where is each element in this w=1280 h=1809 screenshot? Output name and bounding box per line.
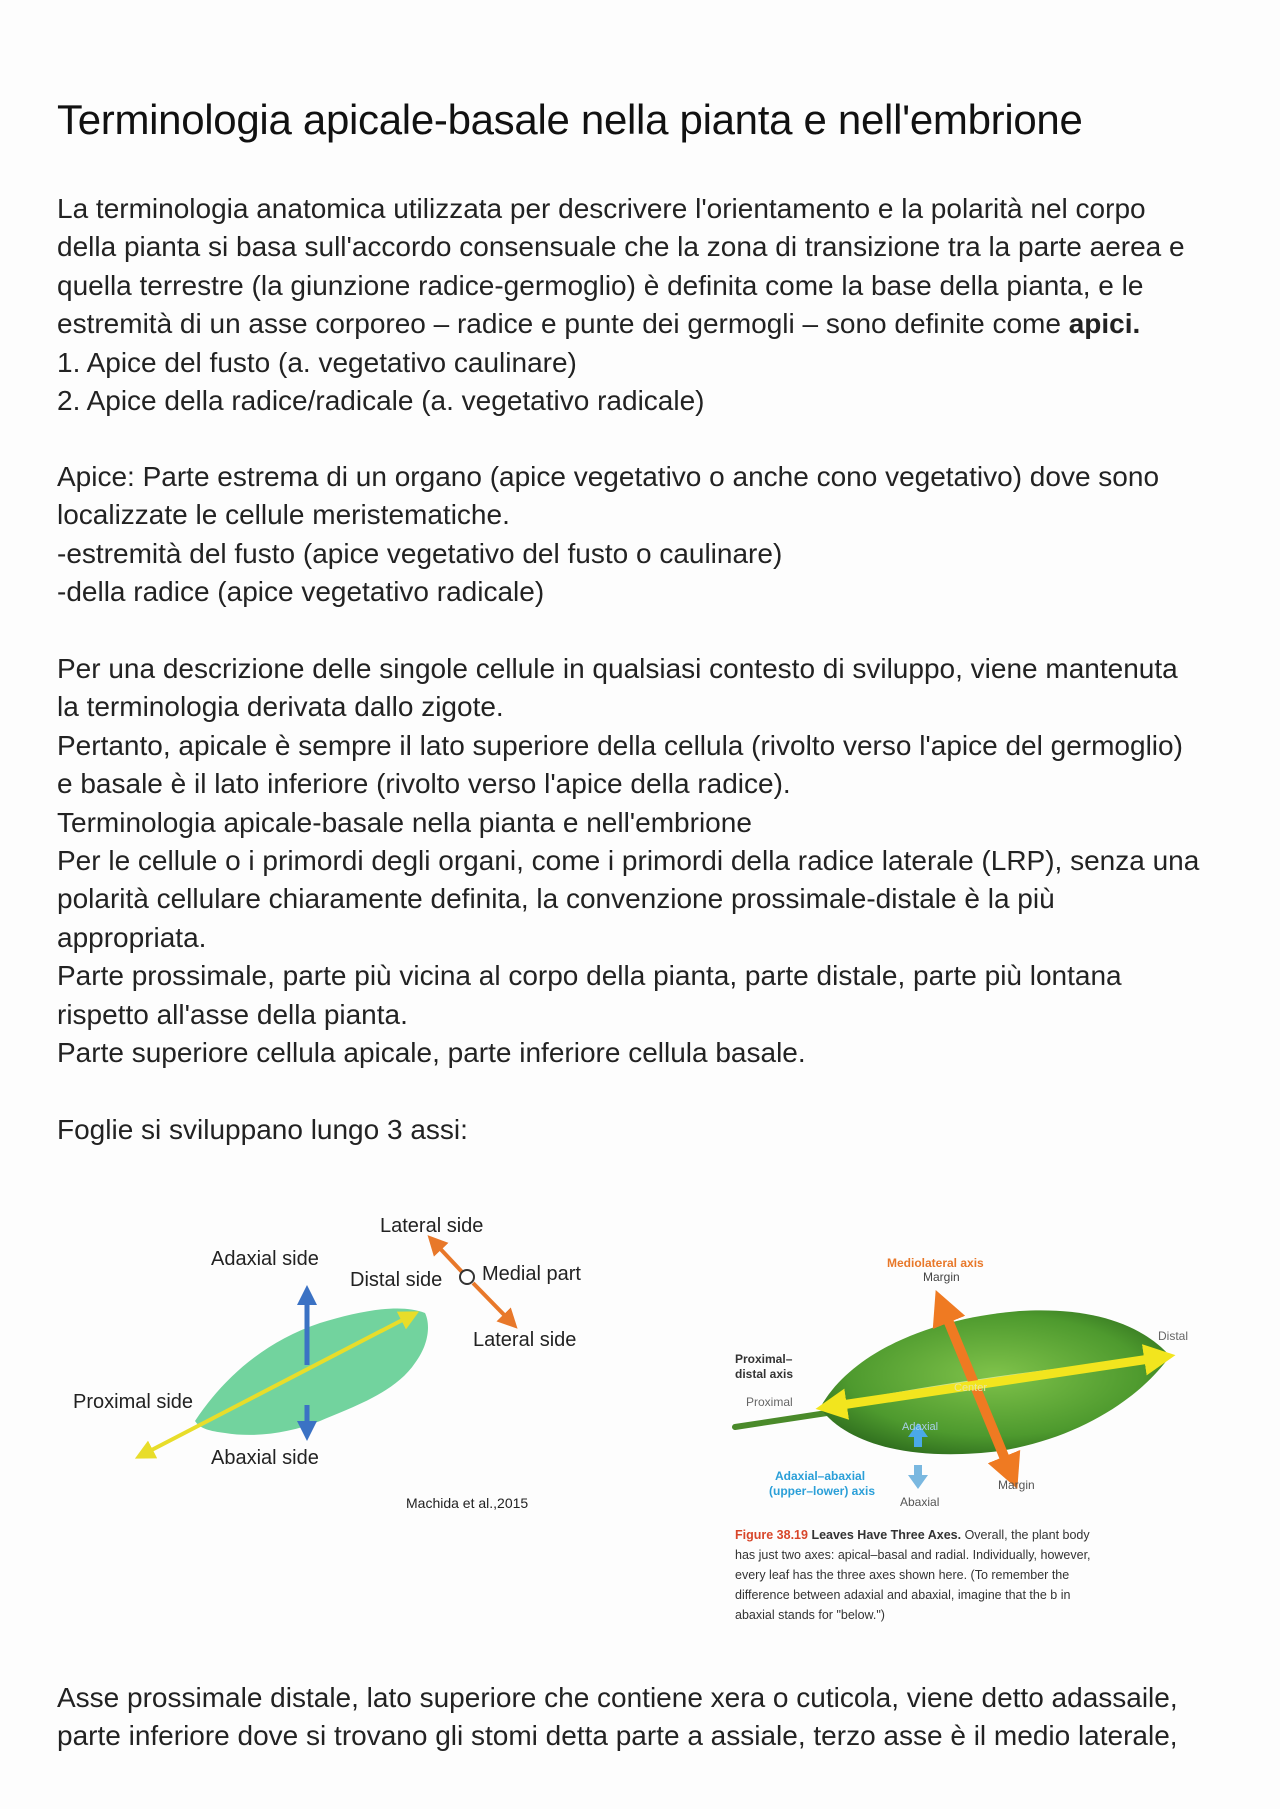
- caption-title: Leaves Have Three Axes.: [811, 1528, 962, 1542]
- caption-line: has just two axes: apical–basal and radial. Individually, however,: [735, 1548, 1091, 1562]
- label-adaxial-abaxial-1: Adaxial–abaxial: [775, 1469, 866, 1483]
- label-proximal: Proximal: [746, 1395, 793, 1409]
- list-item: 1. Apice del fusto (a. vegetativo caulinare): [57, 346, 577, 378]
- label-margin-bottom: Margin: [998, 1478, 1035, 1492]
- section-subheading: [57, 1111, 468, 1149]
- caption-label: Figure 38.19: [735, 1528, 808, 1542]
- text-line: Apice: Parte estrema di un organo (apice vegetativo o anche cono vegetativo) dove sono: [57, 461, 1160, 492]
- caption-line: difference between adaxial and abaxial, imagine that the b in: [735, 1588, 1071, 1602]
- text-line: localizzate le cellule meristematiche.: [57, 499, 510, 531]
- mediolateral-arrow-down: [473, 1283, 512, 1323]
- label-mediolateral-axis: Mediolateral axis: [887, 1256, 984, 1270]
- page-title: Terminologia apicale-basale nella pianta e nell'embrione: [57, 96, 1083, 143]
- label-proximal-distal-axis-2: distal axis: [735, 1367, 794, 1381]
- label-proximal-side: Proximal side: [73, 1391, 194, 1413]
- caption-line: every leaf has the three axes shown here. (To remember the: [735, 1568, 1070, 1582]
- text-line: polarità cellulare chiaramente definita, la convenzione prossimale-distale è la più: [57, 883, 1055, 915]
- label-abaxial: Abaxial: [900, 1495, 940, 1509]
- label-adaxial-side: Adaxial side: [211, 1248, 319, 1270]
- text-line: e basale è il lato inferiore (rivolto verso l'apice della radice).: [57, 768, 791, 800]
- label-medial-part: Medial part: [482, 1263, 581, 1285]
- apice-paragraph: [57, 458, 1159, 612]
- text-line: Per una descrizione delle singole cellule in qualsiasi contesto di sviluppo, viene mantenuta: [57, 653, 1178, 684]
- abaxial-arrowhead: [908, 1475, 928, 1489]
- list-item: 2. Apice della radice/radicale (a. vegetativo radicale): [57, 384, 705, 416]
- text-line: rispetto all'asse della pianta.: [57, 998, 408, 1030]
- label-adaxial: Adaxial: [902, 1421, 939, 1433]
- label-distal: Distal: [1158, 1329, 1189, 1343]
- intro-paragraph: [57, 190, 1185, 420]
- text-line: -della radice (apice vegetativo radicale): [57, 576, 545, 608]
- label-proximal-distal-axis-1: Proximal–: [735, 1352, 793, 1366]
- text-fragment: estremità di un asse corporeo – radice e punte dei germogli – sono definite come: [57, 308, 1069, 340]
- petiole: [735, 1411, 840, 1427]
- bold-term: apici.: [1068, 308, 1141, 340]
- caption-line: Overall, the plant body: [964, 1528, 1090, 1542]
- caption-line: abaxial stands for "below."): [735, 1608, 885, 1622]
- text-line: della pianta si basa sull'accordo consensuale che la zona di transizione tra la parte aerea e: [57, 231, 1185, 263]
- text-line: Parte superiore cellula apicale, parte inferiore cellula basale.: [57, 1036, 806, 1068]
- label-distal-side: Distal side: [350, 1269, 443, 1291]
- text-line: Pertanto, apicale è sempre il lato superiore della cellula (rivolto verso l'apice del germoglio): [57, 729, 1183, 761]
- text-line: Parte prossimale, parte più vicina al corpo della pianta, parte distale, parte più lontana: [57, 960, 1122, 992]
- figure-credit: Machida et al.,2015: [406, 1495, 529, 1511]
- label-abaxial-side: Abaxial side: [211, 1447, 319, 1469]
- text-line: [57, 305, 1185, 343]
- text-line: parte inferiore dove si trovano gli stomi detta parte a assiale, terzo asse è il medio laterale,: [57, 1720, 1178, 1752]
- label-adaxial-abaxial-2: (upper–lower) axis: [769, 1484, 876, 1498]
- text-line: La terminologia anatomica utilizzata per descrivere l'orientamento e la polarità nel corpo: [57, 193, 1146, 224]
- text-line: Asse prossimale distale, lato superiore che contiene xera o cuticola, viene detto adassaile,: [57, 1682, 1178, 1713]
- label-margin-top: Margin: [923, 1270, 960, 1284]
- label-lateral-side-top: Lateral side: [380, 1215, 484, 1237]
- right-leaf-photo-diagram: [735, 1256, 1188, 1622]
- text-line: Per le cellule o i primordi degli organi, come i primordi della radice laterale (LRP), senza una: [57, 844, 1200, 876]
- cells-paragraph: [57, 650, 1199, 1072]
- left-leaf-diagram: [73, 1215, 581, 1511]
- subheading-text: Foglie si sviluppano lungo 3 assi:: [57, 1114, 468, 1145]
- text-line: -estremità del fusto (apice vegetativo del fusto o caulinare): [57, 537, 783, 569]
- label-center: Center: [954, 1382, 988, 1394]
- text-line: appropriata.: [57, 921, 207, 953]
- figure-caption: [735, 1528, 1090, 1542]
- figure-svg: [30, 1193, 1200, 1643]
- medial-point: [460, 1270, 474, 1284]
- leaf-axes-figure: [30, 1193, 1200, 1643]
- text-line: Terminologia apicale-basale nella pianta e nell'embrione: [57, 806, 752, 838]
- text-line: quella terrestre (la giunzione radice-germoglio) è definita come la base della pianta, e le: [57, 269, 1144, 301]
- closing-paragraph: [57, 1679, 1178, 1756]
- label-lateral-side-bottom: Lateral side: [473, 1329, 577, 1351]
- leaf-shape: [195, 1308, 428, 1434]
- text-line: la terminologia derivata dallo zigote.: [57, 691, 504, 723]
